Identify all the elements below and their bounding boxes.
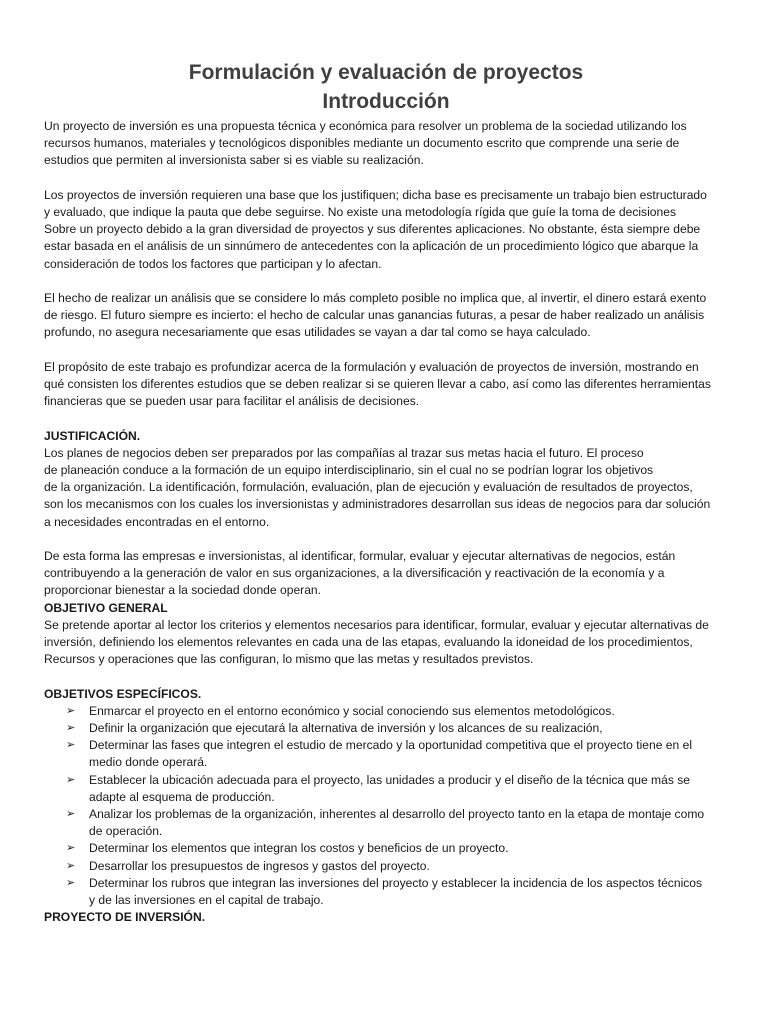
objetivos-list <box>44 703 728 909</box>
arrow-bullet-icon: ➢ <box>66 704 76 717</box>
intro-paragraph-4 <box>44 359 728 411</box>
proyecto-inversion-heading: PROYECTO DE INVERSIÓN. <box>44 910 206 925</box>
text-line: de la organización. La identificación, formulación, evaluación, plan de ejecución y evaluación de resultados de proyectos, <box>44 480 693 495</box>
list-item <box>44 840 728 857</box>
arrow-bullet-icon: ➢ <box>66 722 76 735</box>
text-line: proporcionar bienestar a la sociedad donde operan. <box>44 583 322 598</box>
text-line: estar basada en el análisis de un sinnúmero de antecedentes con la aplicación de un procedimiento lógico que abarque la <box>44 239 699 254</box>
arrow-bullet-icon: ➢ <box>66 876 76 889</box>
list-item <box>44 875 728 909</box>
intro-paragraph-1 <box>44 118 728 170</box>
text-line: El hecho de realizar un análisis que se considere lo más completo posible no implica que, al invertir, el dinero estará exento <box>44 291 707 305</box>
arrow-bullet-icon: ➢ <box>66 739 76 752</box>
text-line: son los mecanismos con los cuales los inversionistas y administradores desarrollan sus ideas de negocios para dar solución <box>44 497 711 512</box>
text-line: Un proyecto de inversión es una propuesta técnica y económica para resolver un problema de la sociedad utilizando los <box>44 119 687 133</box>
text-line: Sobre un proyecto debido a la gran diversidad de proyectos y sus diferentes aplicaciones. No obstante, ésta siempre debe <box>44 222 701 237</box>
arrow-bullet-icon: ➢ <box>66 842 76 855</box>
text-line: qué consisten los diferentes estudios que se deben realizar si se quieren llevar a cabo, así como las diferentes herramientas <box>44 377 711 391</box>
text-line: adapte al esquema de producción. <box>89 789 275 804</box>
text-line: consideración de todos los factores que participan y lo afectan. <box>44 256 382 271</box>
list-item <box>44 858 728 875</box>
text-line: financieras que se pueden usar para facilitar el análisis de decisiones. <box>44 394 420 409</box>
text-line: Analizar los problemas de la organización, inherentes al desarrollo del proyecto tanto en la etapa de montaje como <box>89 807 705 822</box>
text-line: y de las inversiones en el capital de trabajo. <box>89 893 324 908</box>
text-line: Recursos y operaciones que las configuran, lo mismo que las metas y resultados previstos. <box>44 652 534 667</box>
text-line: inversión, definiendo los elementos relevantes en cada una de las etapas, evaluando la idoneidad de los procedimientos, <box>44 635 693 650</box>
justificacion-paragraph-2 <box>44 548 728 600</box>
text-line: Determinar las fases que integren el estudio de mercado y la oportunidad competitiva que el proyecto tiene en el <box>89 738 693 753</box>
text-line: Se pretende aportar al lector los criterios y elementos necesarios para identificar, formular, evaluar y ejecutar alternativas de <box>44 617 709 632</box>
objetivo-general-heading: OBJETIVO GENERAL <box>44 600 168 615</box>
objetivos-especificos-heading: OBJETIVOS ESPECÍFICOS. <box>44 686 202 701</box>
list-item <box>44 720 728 737</box>
text-line: recursos humanos, materiales y tecnológicos disponibles mediante un documento escrito que comprende una serie de <box>44 136 680 151</box>
page-title: Formulación y evaluación de proyectos <box>188 61 584 84</box>
text-line: de planeación conduce a la formación de un equipo interdisciplinario, sin el cual no se podrían lograr los objetivos <box>44 463 654 477</box>
list-item <box>44 737 728 771</box>
justificacion-heading: JUSTIFICACIÓN. <box>44 428 141 443</box>
document-body <box>44 118 728 926</box>
text-line: Los planes de negocios deben ser preparados por las compañías al trazar sus metas hacia el futuro. El proceso <box>44 445 644 460</box>
objetivo-general-section <box>44 600 728 669</box>
text-line: De esta forma las empresas e inversionistas, al identificar, formular, evaluar y ejecutar alternativas de negocios, están <box>44 549 676 563</box>
list-item <box>44 806 728 840</box>
arrow-bullet-icon: ➢ <box>66 859 76 872</box>
text-line: Determinar los elementos que integran los costos y beneficios de un proyecto. <box>89 841 509 856</box>
objetivos-especificos-section <box>44 686 728 927</box>
page-subtitle: Introducción <box>322 90 450 113</box>
text-line: estudios que permiten al inversionista saber si es viable su realización. <box>44 153 424 168</box>
arrow-bullet-icon: ➢ <box>66 773 76 786</box>
text-line: de operación. <box>89 824 163 839</box>
text-line: de riesgo. El futuro siempre es incierto: el hecho de calcular unas ganancias futuras, a pesar de haber realizado un análisis <box>44 308 705 323</box>
justificacion-section <box>44 428 728 531</box>
list-item <box>44 772 728 806</box>
text-line: y evaluado, que indique la pauta que debe seguirse. No existe una metodología rígida que guíe la toma de decisiones <box>44 205 677 219</box>
intro-paragraph-3 <box>44 290 728 342</box>
text-line: a necesidades encontradas en el entorno. <box>44 514 270 529</box>
text-line: Enmarcar el proyecto en el entorno económico y social conociendo sus elementos metodológicos. <box>89 703 615 718</box>
text-line: Determinar los rubros que integran las inversiones del proyecto y establecer la incidencia de los aspectos técnicos <box>89 875 703 890</box>
text-line: Establecer la ubicación adecuada para el proyecto, las unidades a producir y el diseño de la técnica que más se <box>89 772 691 787</box>
text-line: El propósito de este trabajo es profundizar acerca de la formulación y evaluación de proyectos de inversión, mostrando en <box>44 359 699 374</box>
arrow-bullet-icon: ➢ <box>66 808 76 821</box>
text-line: medio donde operará. <box>89 755 208 770</box>
text-line: Los proyectos de inversión requieren una base que los justifiquen; dicha base es precisamente un trabajo bien estructurado <box>44 187 707 202</box>
text-line: Desarrollar los presupuestos de ingresos y gastos del proyecto. <box>89 858 430 873</box>
text-line: Definir la organización que ejecutará la alternativa de inversión y los alcances de su realización, <box>89 721 603 736</box>
list-item <box>44 703 728 720</box>
text-line: profundo, no asegura necesariamente que esas utilidades se vayan a dar tal como se haya calculado. <box>44 325 591 340</box>
intro-paragraph-2 <box>44 187 728 273</box>
text-line: contribuyendo a la generación de valor en sus organizaciones, a la diversificación y reactivación de la economía y a <box>44 566 665 581</box>
